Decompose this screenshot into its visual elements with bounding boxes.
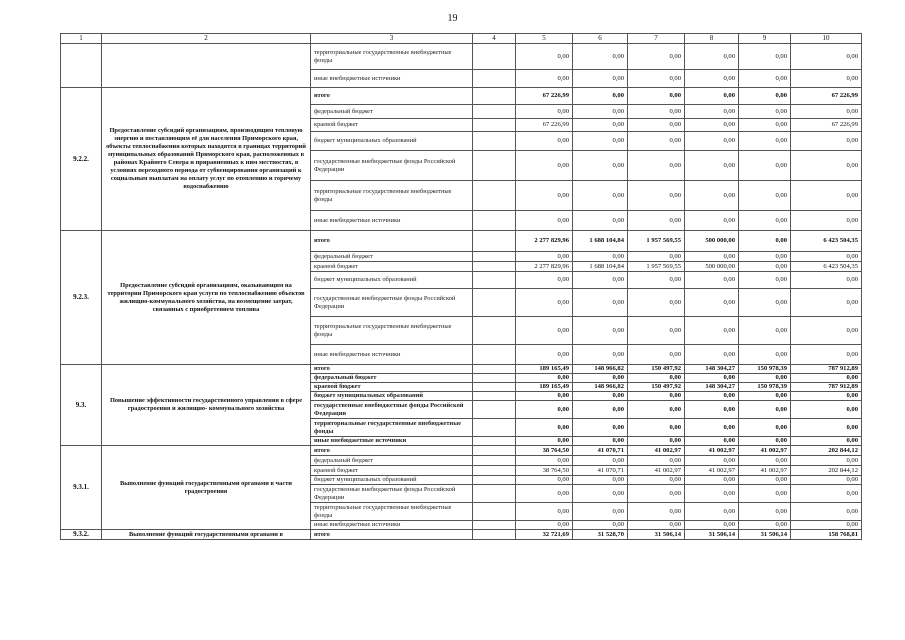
value-cell-col-9: 0,00 [739,456,791,466]
value-cell-col-9: 0,00 [739,437,791,446]
value-cell-col-9: 0,00 [739,374,791,383]
value-cell-col-8: 0,00 [685,419,739,437]
value-cell-col-8: 0,00 [685,392,739,401]
column-4-cell [473,485,516,503]
value-cell-col-10: 0,00 [791,456,862,466]
funding-source: краевой бюджет [311,262,473,272]
value-cell-col-5: 0,00 [516,44,573,70]
value-cell-col-7: 0,00 [628,476,685,485]
funding-source: бюджет муниципальных образований [311,392,473,401]
value-cell-col-6: 148 966,82 [573,365,628,374]
funding-source: федеральный бюджет [311,252,473,262]
value-cell-col-8: 0,00 [685,503,739,521]
value-cell-col-10: 6 423 504,35 [791,231,862,252]
value-cell-col-9: 0,00 [739,70,791,88]
column-header-7: 7 [628,34,685,44]
item-name: Выполнение функций государственными органами в части градостроения [102,446,311,530]
value-cell-col-5: 0,00 [516,374,573,383]
funding-source: государственные внебюджетные фонды Российской Федерации [311,401,473,419]
value-cell-col-6: 0,00 [573,132,628,151]
value-cell-col-10: 0,00 [791,401,862,419]
value-cell-col-9: 0,00 [739,485,791,503]
funding-source: бюджет муниципальных образований [311,272,473,289]
value-cell-col-10: 202 844,12 [791,466,862,476]
value-cell-col-6: 148 966,82 [573,383,628,392]
value-cell-col-6: 0,00 [573,289,628,317]
value-cell-col-6: 0,00 [573,181,628,211]
funding-source: иные внебюджетные источники [311,345,473,365]
value-cell-col-8: 0,00 [685,317,739,345]
value-cell-col-7: 31 506,14 [628,530,685,540]
value-cell-col-9: 0,00 [739,181,791,211]
column-header-2: 2 [102,34,311,44]
column-4-cell [473,262,516,272]
value-cell-col-5: 0,00 [516,181,573,211]
value-cell-col-5: 0,00 [516,151,573,181]
value-cell-col-8: 0,00 [685,476,739,485]
value-cell-col-8: 0,00 [685,181,739,211]
table-row [61,231,862,252]
value-cell-col-6: 0,00 [573,419,628,437]
column-4-cell [473,44,516,70]
value-cell-col-8: 148 304,27 [685,365,739,374]
column-4-cell [473,401,516,419]
value-cell-col-8: 0,00 [685,151,739,181]
item-name: Повышение эффективности государственного управления в сфере градостроения и жилищно- коммунального хозяйства [102,365,311,446]
value-cell-col-9: 0,00 [739,503,791,521]
value-cell-col-7: 0,00 [628,392,685,401]
value-cell-col-10: 202 844,12 [791,446,862,456]
value-cell-col-10: 0,00 [791,476,862,485]
value-cell-col-5: 0,00 [516,437,573,446]
budget-table [60,33,862,540]
value-cell-col-9: 0,00 [739,88,791,105]
column-4-cell [473,365,516,374]
value-cell-col-10: 0,00 [791,437,862,446]
table-row [61,44,862,70]
value-cell-col-5: 67 226,99 [516,119,573,132]
value-cell-col-10: 0,00 [791,272,862,289]
value-cell-col-5: 0,00 [516,456,573,466]
value-cell-col-8: 0,00 [685,374,739,383]
value-cell-col-7: 150 497,92 [628,383,685,392]
value-cell-col-10: 67 226,99 [791,88,862,105]
value-cell-col-10: 0,00 [791,105,862,119]
value-cell-col-5: 38 764,50 [516,446,573,456]
value-cell-col-7: 0,00 [628,88,685,105]
funding-source: государственные внебюджетные фонды Российской Федерации [311,485,473,503]
value-cell-col-8: 0,00 [685,401,739,419]
funding-source: территориальные государственные внебюджетные фонды [311,419,473,437]
value-cell-col-10: 0,00 [791,485,862,503]
column-4-cell [473,530,516,540]
value-cell-col-10: 0,00 [791,345,862,365]
value-cell-col-8: 148 304,27 [685,383,739,392]
value-cell-col-8: 0,00 [685,70,739,88]
value-cell-col-5: 0,00 [516,317,573,345]
value-cell-col-9: 0,00 [739,272,791,289]
value-cell-col-7: 0,00 [628,419,685,437]
value-cell-col-6: 0,00 [573,119,628,132]
column-4-cell [473,392,516,401]
value-cell-col-5: 2 277 829,96 [516,231,573,252]
value-cell-col-5: 2 277 829,96 [516,262,573,272]
table-body [61,44,862,540]
funding-source: государственные внебюджетные фонды Российской Федерации [311,289,473,317]
value-cell-col-7: 0,00 [628,252,685,262]
value-cell-col-10: 0,00 [791,211,862,231]
value-cell-col-6: 0,00 [573,476,628,485]
value-cell-col-10: 0,00 [791,419,862,437]
value-cell-col-7: 0,00 [628,132,685,151]
item-name [102,44,311,88]
value-cell-col-8: 0,00 [685,521,739,530]
value-cell-col-9: 0,00 [739,401,791,419]
column-4-cell [473,70,516,88]
value-cell-col-6: 1 688 104,84 [573,262,628,272]
table-header [61,34,862,44]
value-cell-col-9: 0,00 [739,317,791,345]
value-cell-col-6: 0,00 [573,374,628,383]
value-cell-col-6: 0,00 [573,44,628,70]
value-cell-col-7: 0,00 [628,437,685,446]
value-cell-col-7: 0,00 [628,119,685,132]
value-cell-col-10: 0,00 [791,181,862,211]
value-cell-col-7: 0,00 [628,105,685,119]
column-4-cell [473,272,516,289]
value-cell-col-7: 0,00 [628,317,685,345]
value-cell-col-8: 0,00 [685,211,739,231]
value-cell-col-6: 0,00 [573,317,628,345]
value-cell-col-9: 0,00 [739,419,791,437]
item-code: 9.3. [61,365,102,446]
column-header-4: 4 [473,34,516,44]
funding-source: федеральный бюджет [311,456,473,466]
funding-source: государственные внебюджетные фонды Российской Федерации [311,151,473,181]
value-cell-col-6: 0,00 [573,88,628,105]
value-cell-col-5: 189 165,49 [516,383,573,392]
column-4-cell [473,456,516,466]
value-cell-col-6: 0,00 [573,503,628,521]
value-cell-col-9: 0,00 [739,289,791,317]
column-4-cell [473,521,516,530]
value-cell-col-6: 0,00 [573,345,628,365]
value-cell-col-6: 0,00 [573,437,628,446]
value-cell-col-9: 0,00 [739,119,791,132]
value-cell-col-5: 0,00 [516,401,573,419]
value-cell-col-8: 0,00 [685,272,739,289]
column-header-3: 3 [311,34,473,44]
value-cell-col-10: 0,00 [791,44,862,70]
column-header-9: 9 [739,34,791,44]
funding-source: итого [311,365,473,374]
funding-source: территориальные государственные внебюджетные фонды [311,317,473,345]
value-cell-col-10: 0,00 [791,503,862,521]
column-4-cell [473,231,516,252]
table-row [61,365,862,374]
funding-source: федеральный бюджет [311,374,473,383]
value-cell-col-9: 0,00 [739,211,791,231]
value-cell-col-8: 31 506,14 [685,530,739,540]
value-cell-col-5: 0,00 [516,272,573,289]
value-cell-col-7: 0,00 [628,485,685,503]
funding-source: бюджет муниципальных образований [311,132,473,151]
value-cell-col-8: 0,00 [685,44,739,70]
funding-source: территориальные государственные внебюджетные фонды [311,503,473,521]
value-cell-col-8: 41 002,97 [685,446,739,456]
value-cell-col-9: 0,00 [739,132,791,151]
value-cell-col-7: 41 002,97 [628,466,685,476]
column-4-cell [473,446,516,456]
value-cell-col-7: 0,00 [628,70,685,88]
value-cell-col-5: 67 226,99 [516,88,573,105]
value-cell-col-6: 0,00 [573,211,628,231]
value-cell-col-5: 0,00 [516,485,573,503]
value-cell-col-9: 0,00 [739,392,791,401]
value-cell-col-10: 67 226,99 [791,119,862,132]
value-cell-col-10: 0,00 [791,317,862,345]
value-cell-col-10: 6 423 504,35 [791,262,862,272]
value-cell-col-10: 787 912,89 [791,383,862,392]
value-cell-col-9: 0,00 [739,105,791,119]
item-name: Выполнение функций государственными органами в [102,530,311,540]
value-cell-col-10: 0,00 [791,392,862,401]
value-cell-col-8: 0,00 [685,252,739,262]
value-cell-col-9: 150 978,39 [739,383,791,392]
page-number: 19 [447,13,458,24]
value-cell-col-5: 0,00 [516,105,573,119]
value-cell-col-5: 0,00 [516,289,573,317]
value-cell-col-9: 0,00 [739,345,791,365]
value-cell-col-7: 0,00 [628,289,685,317]
value-cell-col-8: 0,00 [685,485,739,503]
table-row [61,446,862,456]
column-4-cell [473,132,516,151]
value-cell-col-9: 0,00 [739,476,791,485]
column-4-cell [473,151,516,181]
value-cell-col-5: 38 764,50 [516,466,573,476]
value-cell-col-10: 158 768,81 [791,530,862,540]
value-cell-col-5: 0,00 [516,132,573,151]
column-4-cell [473,466,516,476]
column-4-cell [473,289,516,317]
column-header-1: 1 [61,34,102,44]
value-cell-col-9: 41 002,97 [739,446,791,456]
value-cell-col-6: 41 070,71 [573,446,628,456]
funding-source: краевой бюджет [311,466,473,476]
column-header-10: 10 [791,34,862,44]
value-cell-col-5: 0,00 [516,476,573,485]
funding-source: итого [311,530,473,540]
value-cell-col-7: 0,00 [628,503,685,521]
value-cell-col-6: 0,00 [573,521,628,530]
value-cell-col-5: 0,00 [516,521,573,530]
value-cell-col-8: 500 000,00 [685,231,739,252]
value-cell-col-10: 0,00 [791,151,862,181]
value-cell-col-6: 0,00 [573,401,628,419]
value-cell-col-8: 0,00 [685,437,739,446]
value-cell-col-6: 0,00 [573,70,628,88]
value-cell-col-10: 787 912,89 [791,365,862,374]
item-name: Предоставление субсидий организациям, оказывающим на территории Приморского края услуги по теплоснабжению объектов жилищно-коммунального хозяйства, на возмещение затрат, связанных с приобретением топлива [102,231,311,365]
column-4-cell [473,317,516,345]
value-cell-col-7: 0,00 [628,374,685,383]
value-cell-col-9: 41 002,97 [739,466,791,476]
funding-source: краевой бюджет [311,119,473,132]
value-cell-col-8: 0,00 [685,119,739,132]
value-cell-col-7: 0,00 [628,345,685,365]
value-cell-col-9: 0,00 [739,231,791,252]
column-4-cell [473,88,516,105]
value-cell-col-8: 0,00 [685,289,739,317]
value-cell-col-10: 0,00 [791,289,862,317]
column-4-cell [473,476,516,485]
column-4-cell [473,181,516,211]
value-cell-col-5: 32 721,69 [516,530,573,540]
value-cell-col-5: 0,00 [516,345,573,365]
table-row [61,88,862,105]
funding-source: иные внебюджетные источники [311,437,473,446]
item-code [61,44,102,88]
column-4-cell [473,374,516,383]
value-cell-col-8: 0,00 [685,105,739,119]
value-cell-col-8: 0,00 [685,345,739,365]
column-4-cell [473,119,516,132]
value-cell-col-10: 0,00 [791,252,862,262]
funding-source: иные внебюджетные источники [311,70,473,88]
value-cell-col-9: 0,00 [739,521,791,530]
value-cell-col-10: 0,00 [791,374,862,383]
column-4-cell [473,383,516,392]
funding-source: итого [311,88,473,105]
value-cell-col-7: 0,00 [628,44,685,70]
funding-source: территориальные государственные внебюджетные фонды [311,44,473,70]
value-cell-col-7: 150 497,92 [628,365,685,374]
value-cell-col-6: 0,00 [573,456,628,466]
value-cell-col-8: 500 000,00 [685,262,739,272]
column-header-5: 5 [516,34,573,44]
value-cell-col-6: 0,00 [573,485,628,503]
value-cell-col-9: 0,00 [739,151,791,181]
value-cell-col-6: 1 688 104,84 [573,231,628,252]
funding-source: федеральный бюджет [311,105,473,119]
column-4-cell [473,503,516,521]
value-cell-col-6: 0,00 [573,151,628,181]
value-cell-col-6: 31 528,70 [573,530,628,540]
item-code: 9.2.3. [61,231,102,365]
value-cell-col-7: 0,00 [628,181,685,211]
item-code: 9.2.2. [61,88,102,231]
value-cell-col-5: 0,00 [516,211,573,231]
item-name: Предоставление субсидий организациям, производящим тепловую энергию и поставляющим её для населения Приморского края, объекты теплоснабжения которых находятся в границах территорий муниципальных образований Приморского края, расположенных в районах Крайнего Севера и приравненных к ним местностях, в условиях переходного периода от субвенцирования организаций к социальным выплатам на оплату услуг по отоплению и горячему водоснабжению [102,88,311,231]
value-cell-col-7: 0,00 [628,521,685,530]
value-cell-col-10: 0,00 [791,132,862,151]
column-header-6: 6 [573,34,628,44]
value-cell-col-6: 0,00 [573,105,628,119]
value-cell-col-6: 0,00 [573,272,628,289]
value-cell-col-9: 0,00 [739,44,791,70]
value-cell-col-7: 0,00 [628,211,685,231]
funding-source: иные внебюджетные источники [311,521,473,530]
value-cell-col-9: 0,00 [739,252,791,262]
value-cell-col-9: 31 506,14 [739,530,791,540]
value-cell-col-8: 0,00 [685,132,739,151]
value-cell-col-5: 0,00 [516,252,573,262]
column-4-cell [473,437,516,446]
funding-source: итого [311,446,473,456]
item-code: 9.3.1. [61,446,102,530]
item-code: 9.3.2. [61,530,102,540]
value-cell-col-7: 1 957 569,55 [628,231,685,252]
column-4-cell [473,345,516,365]
column-4-cell [473,211,516,231]
value-cell-col-10: 0,00 [791,70,862,88]
value-cell-col-7: 0,00 [628,456,685,466]
value-cell-col-8: 0,00 [685,88,739,105]
funding-source: итого [311,231,473,252]
value-cell-col-6: 41 070,71 [573,466,628,476]
value-cell-col-7: 0,00 [628,401,685,419]
value-cell-col-6: 0,00 [573,252,628,262]
header-row [61,34,862,44]
value-cell-col-7: 1 957 569,55 [628,262,685,272]
value-cell-col-5: 0,00 [516,503,573,521]
value-cell-col-7: 0,00 [628,272,685,289]
funding-source: краевой бюджет [311,383,473,392]
column-4-cell [473,252,516,262]
column-4-cell [473,105,516,119]
value-cell-col-10: 0,00 [791,521,862,530]
value-cell-col-7: 0,00 [628,151,685,181]
value-cell-col-5: 0,00 [516,70,573,88]
value-cell-col-9: 150 978,39 [739,365,791,374]
value-cell-col-9: 0,00 [739,262,791,272]
value-cell-col-8: 41 002,97 [685,466,739,476]
value-cell-col-7: 41 002,97 [628,446,685,456]
value-cell-col-5: 0,00 [516,392,573,401]
column-4-cell [473,419,516,437]
column-header-8: 8 [685,34,739,44]
value-cell-col-5: 189 165,49 [516,365,573,374]
funding-source: территориальные государственные внебюджетные фонды [311,181,473,211]
funding-source: иные внебюджетные источники [311,211,473,231]
value-cell-col-5: 0,00 [516,419,573,437]
funding-source: бюджет муниципальных образований [311,476,473,485]
table-row [61,530,862,540]
value-cell-col-8: 0,00 [685,456,739,466]
value-cell-col-6: 0,00 [573,392,628,401]
